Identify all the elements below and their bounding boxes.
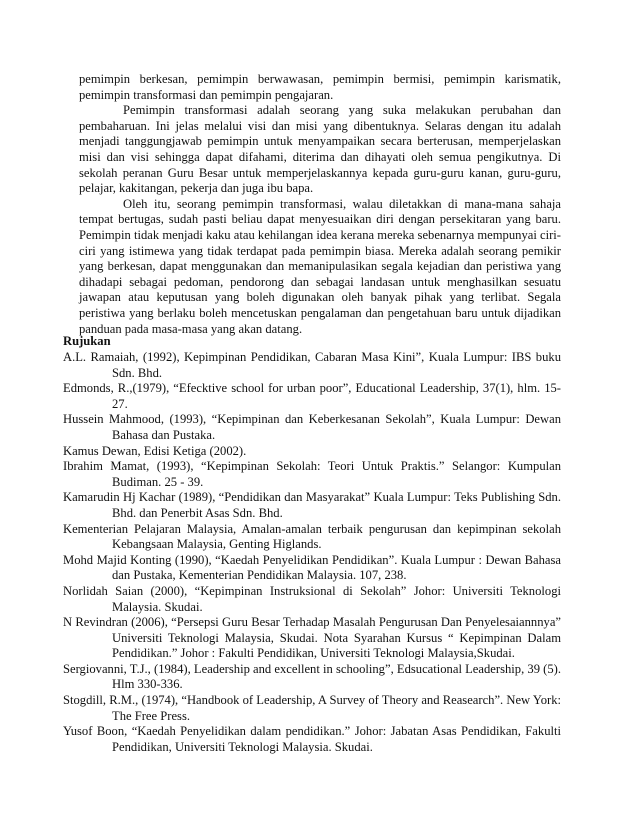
reference-item: Norlidah Saian (2000), “Kepimpinan Instruksional di Sekolah” Johor: Universiti Teknologi Malaysia. Skudai. <box>63 583 561 614</box>
reference-item: Kamarudin Hj Kachar (1989), “Pendidikan dan Masyarakat” Kuala Lumpur: Teks Publishing Sdn. Bhd. dan Penerbit Asas Sdn. Bhd. <box>63 490 561 520</box>
reference-item: Hussein Mahmood, (1993), “Kepimpinan dan Keberkesanan Sekolah”, Kuala Lumpur: Dewan Bahasa dan Pustaka. <box>63 412 561 442</box>
paragraph-3: Oleh itu, seorang pemimpin transformasi, walau diletakkan di mana-mana sahaja tempat bertugas, sudah pasti beliau dapat menyesuaikan diri dengan persekitaran yang baru. Pemimpin tidak menjadi kaku atau kehilangan idea kerana mereka sebenarnya mempunyai ciri-ciri yang istimewa yang tidak terdapat pada pemimpin biasa. Mereka adalah seorang pemikir yang berkesan, dapat menggunakan dan memanipulasikan segala kejadian dan peristiwa yang dihadapi sebagai pedoman, pendorong dan sebagai landasan untuk menghasilkan sesuatu jawapan atau keputusan yang boleh digunakan oleh banyak pihak yang terlibat. Segala peristiwa yang berlaku boleh mencetuskan pengalaman dan pengetahuan baru untuk dijadikan panduan pada masa-masa yang akan datang. <box>79 196 561 336</box>
reference-item: Kamus Dewan, Edisi Ketiga (2002). <box>63 443 247 458</box>
paragraph-1: pemimpin berkesan, pemimpin berwawasan, pemimpin bermisi, pemimpin karismatik, pemimpin transformasi dan pemimpin pengajaran. <box>79 72 561 102</box>
reference-item: A.L. Ramaiah, (1992), Kepimpinan Pendidikan, Cabaran Masa Kini”, Kuala Lumpur: IBS buku Sdn. Bhd. <box>63 350 561 380</box>
references-heading: Rujukan <box>63 334 111 348</box>
reference-item: Kementerian Pelajaran Malaysia, Amalan-amalan terbaik pengurusan dan kepimpinan sekolah Kebangsaan Malaysia, Genting Higlands. <box>63 521 561 552</box>
reference-item: Sergiovanni, T.J., (1984), Leadership and excellent in schooling”, Edsucational Leadership, 39 (5). Hlm 330-336. <box>63 661 561 692</box>
reference-item: N Revindran (2006), “Persepsi Guru Besar Terhadap Masalah Pengurusan Dan Penyelesaiannnya” Universiti Teknologi Malaysia, Skudai. Nota Syarahan Kursus “ Kepimpinan Dalam Pendidikan.” Johor : Fakulti Pendidikan, Universiti Teknologi Malaysia,Skudai. <box>63 615 561 661</box>
references-list <box>63 350 561 755</box>
reference-item: Mohd Majid Konting (1990), “Kaedah Penyelidikan Pendidikan”. Kuala Lumpur : Dewan Bahasa dan Pustaka, Kementerian Pendidikan Malaysia. 107, 238. <box>63 552 561 583</box>
reference-item: Yusof Boon, “Kaedah Penyelidikan dalam pendidikan.” Johor: Jabatan Asas Pendidikan, Fakulti Pendidikan, Universiti Teknologi Malaysia. Skudai. <box>63 724 561 754</box>
reference-item: Stogdill, R.M., (1974), “Handbook of Leadership, A Survey of Theory and Reasearch”. New York: The Free Press. <box>63 693 561 723</box>
reference-item: Edmonds, R.,(1979), “Efecktive school for urban poor”, Educational Leadership, 37(1), hlm. 15-27. <box>63 381 561 411</box>
paragraph-2: Pemimpin transformasi adalah seorang yang suka melakukan perubahan dan pembaharuan. Ini jelas melalui visi dan misi yang dibentuknya. Selaras dengan itu adalah menjadi tanggungjawab pemimpin untuk menyampaikan secara berterusan, memperjelaskan misi dan visi sehingga dapat difahami, diterima dan dihayati oleh semua pengikutnya. Di sekolah peranan Guru Besar untuk memperjelaskannya kepada guru-guru kanan, guru-guru, pelajar, kakitangan, pekerja dan juga ibu bapa. <box>79 103 561 196</box>
body-text <box>79 72 561 337</box>
reference-item: Ibrahim Mamat, (1993), “Kepimpinan Sekolah: Teori Untuk Praktis.” Selangor: Kumpulan Budiman. 25 - 39. <box>63 459 561 489</box>
